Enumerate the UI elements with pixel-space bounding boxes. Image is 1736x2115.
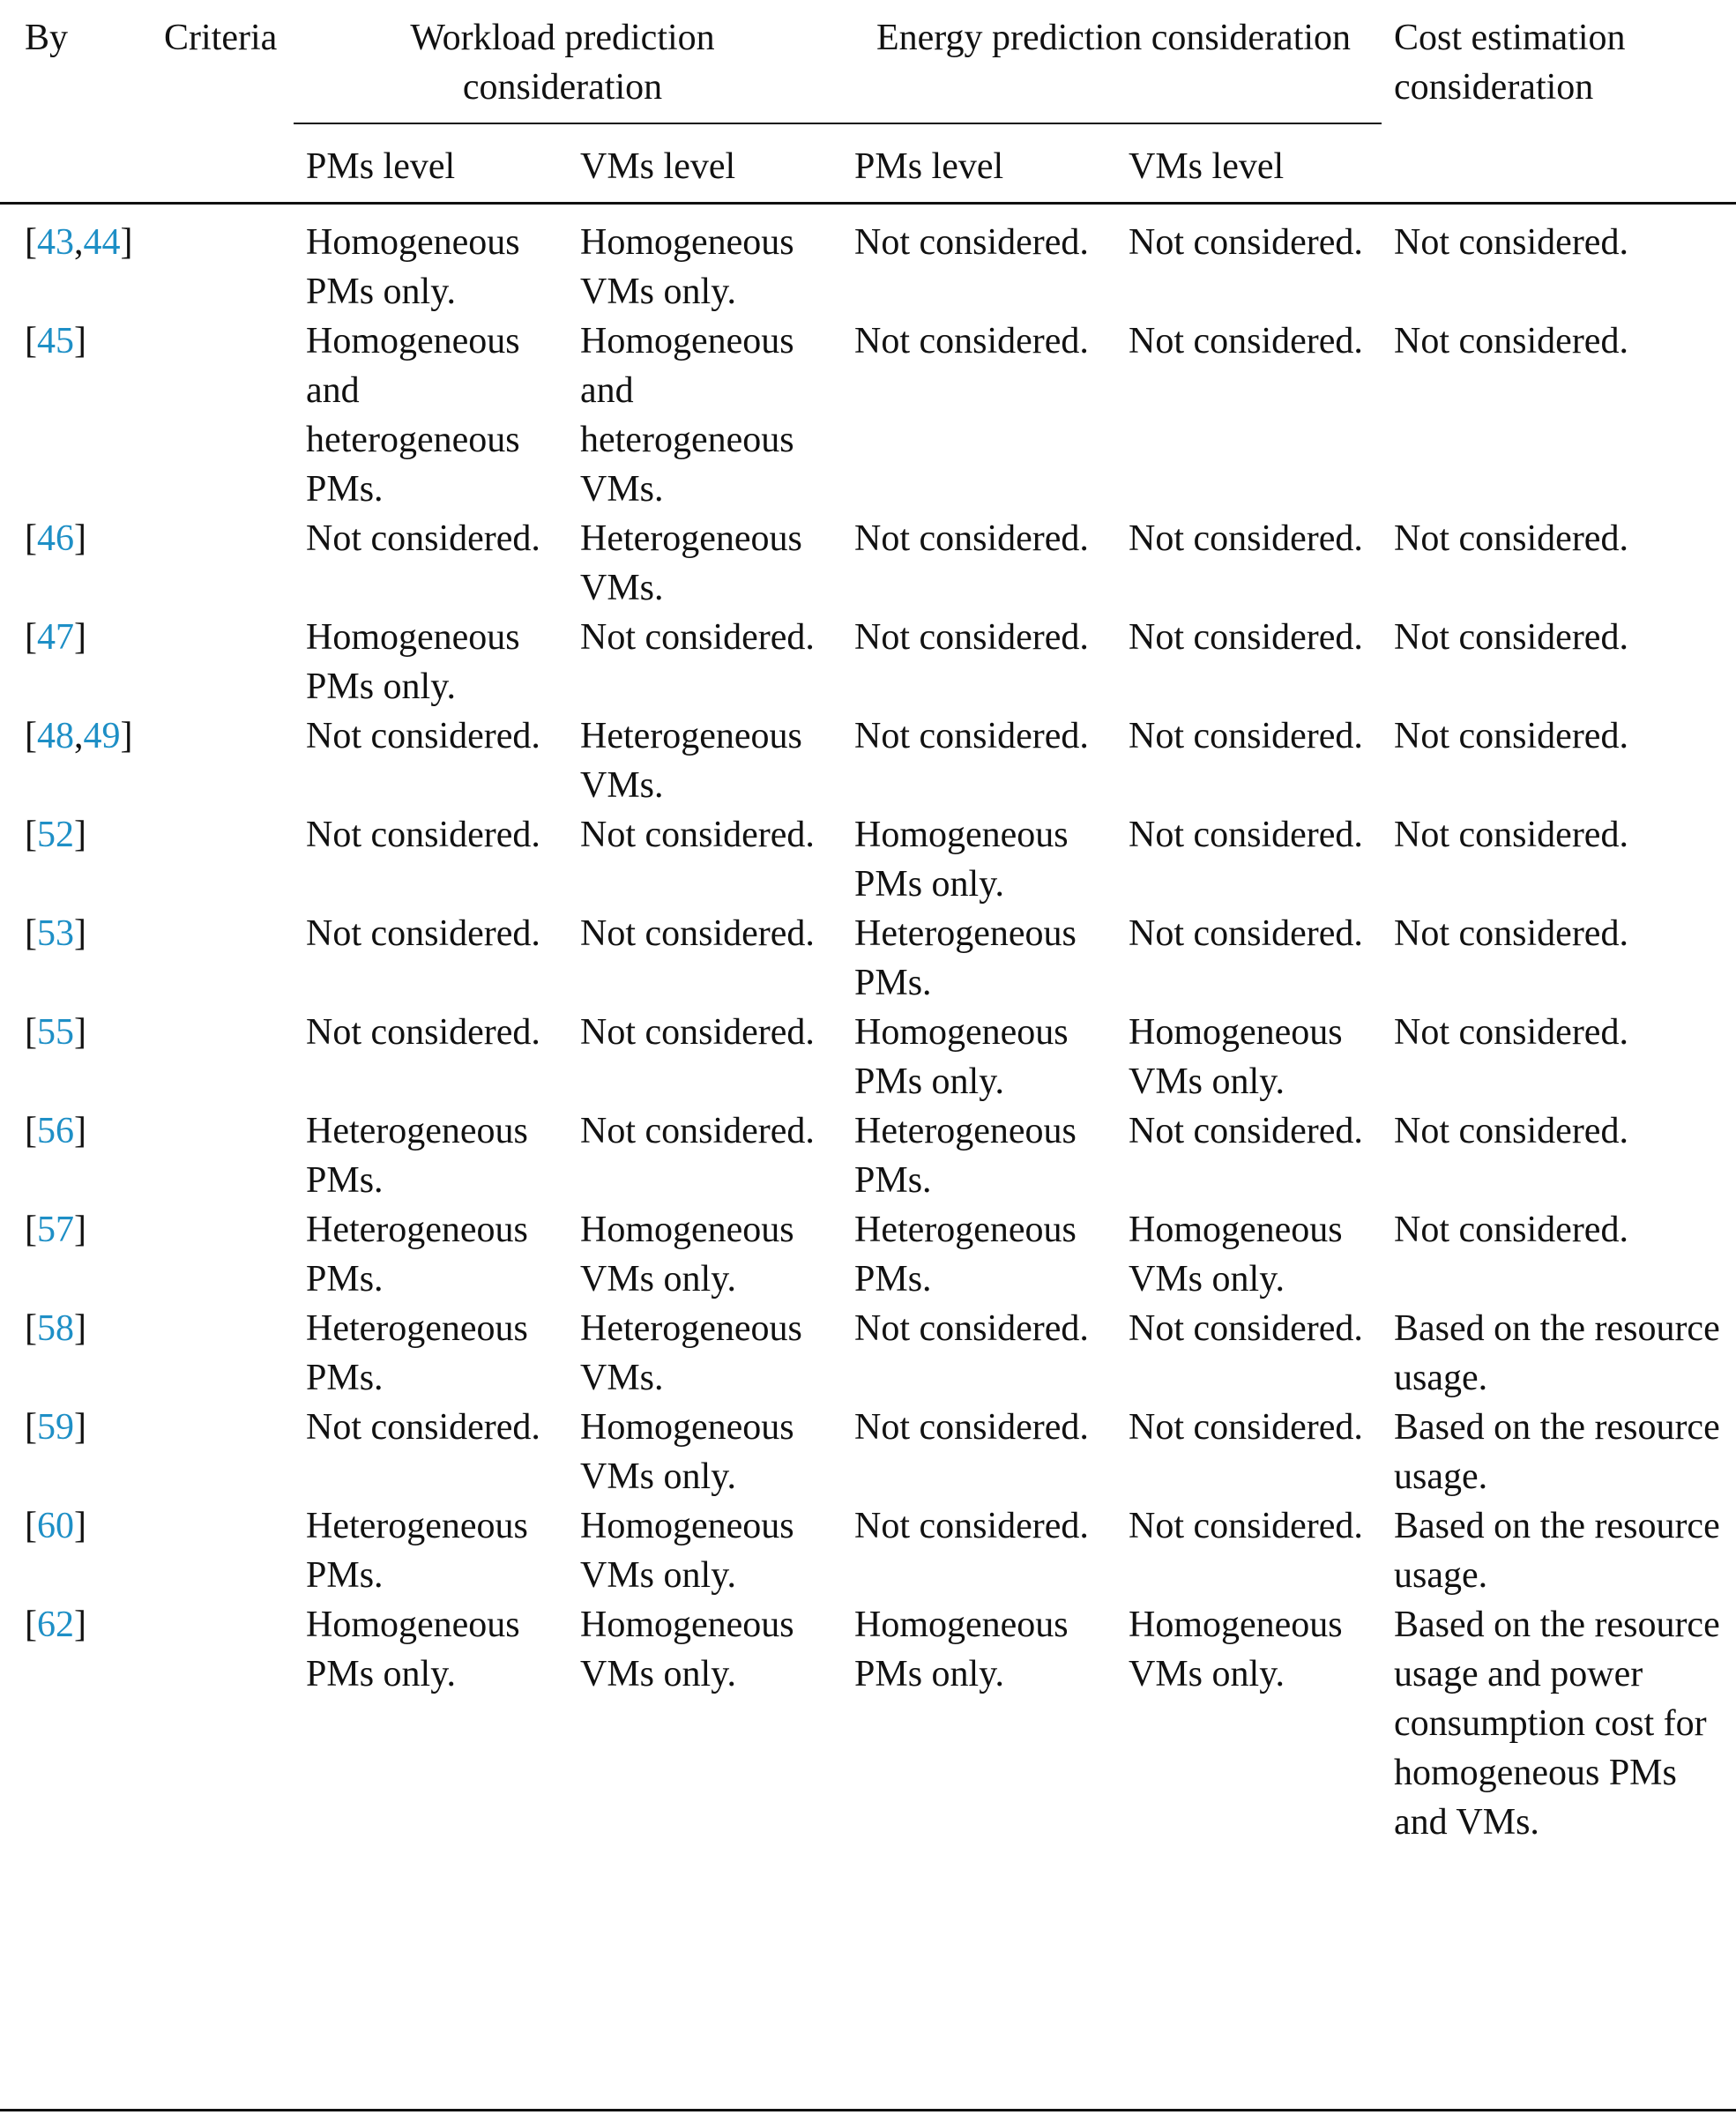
workload-vms-cell: Not considered. — [580, 1012, 815, 1053]
criteria-cell — [150, 514, 294, 613]
energy-pms-cell: Not considered. — [854, 1506, 1089, 1546]
table-row — [0, 317, 1736, 514]
energy-vms-cell: Not considered. — [1129, 913, 1363, 954]
criteria-cell — [150, 810, 294, 909]
header-workload-pms: PMs level — [306, 146, 456, 187]
reference-cell — [0, 317, 150, 514]
criteria-cell — [150, 204, 294, 317]
workload-pms-cell: Heterogeneous PMs. — [306, 1506, 528, 1596]
workload-pms-cell: Not considered. — [306, 518, 540, 559]
energy-pms-cell: Homogeneous PMs only. — [854, 815, 1069, 905]
criteria-cell — [150, 1106, 294, 1205]
bracket-close: ] — [74, 815, 86, 855]
workload-pms-cell: Heterogeneous PMs. — [306, 1111, 528, 1201]
reference-cell — [0, 909, 150, 1008]
bracket-close: ] — [74, 321, 86, 361]
workload-pms-cell: Heterogeneous PMs. — [306, 1210, 528, 1300]
workload-pms-cell: Homogeneous PMs only. — [306, 617, 520, 707]
table-row — [0, 909, 1736, 1008]
criteria-cell — [150, 1403, 294, 1501]
reference-link[interactable]: 46 — [37, 518, 74, 559]
energy-vms-cell: Not considered. — [1129, 321, 1363, 361]
bracket-close: ] — [74, 1210, 86, 1250]
header-criteria: Criteria — [164, 18, 278, 58]
energy-vms-cell: Not considered. — [1129, 815, 1363, 855]
energy-vms-cell: Not considered. — [1116, 204, 1382, 317]
reference-link[interactable]: 60 — [37, 1506, 74, 1546]
cost-cell: Not considered. — [1394, 321, 1628, 361]
cost-cell: Not considered. — [1394, 913, 1628, 954]
bracket-close: ] — [74, 1012, 86, 1053]
cost-cell: Based on the resource usage. — [1394, 1407, 1720, 1497]
bracket-open: [ — [25, 1308, 37, 1349]
energy-vms-cell: Not considered. — [1129, 1407, 1363, 1448]
bracket-open: [ — [25, 1506, 37, 1546]
reference-cell — [0, 1106, 150, 1205]
table-row — [0, 1600, 1736, 1861]
reference-link[interactable]: 56 — [37, 1111, 74, 1151]
workload-vms-cell: Homogeneous and heterogeneous VMs. — [580, 321, 794, 510]
reference-link[interactable]: 58 — [37, 1308, 74, 1349]
header-by: By — [25, 18, 69, 58]
workload-vms-cell: Heterogeneous VMs. — [580, 518, 802, 608]
criteria-cell — [150, 1008, 294, 1106]
header-energy-pms: PMs level — [854, 146, 1004, 187]
energy-pms-cell: Not considered. — [854, 617, 1089, 658]
table-row — [0, 1304, 1736, 1403]
reference-link[interactable]: 47 — [37, 617, 74, 658]
table-row — [0, 1106, 1736, 1205]
energy-pms-cell: Homogeneous PMs only. — [854, 1012, 1069, 1102]
energy-pms-cell: Not considered. — [854, 716, 1089, 756]
energy-pms-cell: Not considered. — [854, 321, 1089, 361]
energy-pms-cell: Heterogeneous PMs. — [854, 913, 1077, 1003]
reference-cell — [0, 1008, 150, 1106]
cost-cell: Not considered. — [1394, 1210, 1628, 1250]
workload-vms-cell: Homogeneous VMs only. — [568, 204, 842, 317]
workload-pms-cell: Homogeneous and heterogeneous PMs. — [306, 321, 520, 510]
bracket-close: ] — [74, 913, 86, 954]
bracket-open: [ — [25, 1210, 37, 1250]
table-row — [0, 1501, 1736, 1600]
cost-cell: Based on the resource usage. — [1394, 1506, 1720, 1596]
criteria-cell — [150, 1205, 294, 1304]
energy-pms-cell: Not considered. — [854, 518, 1089, 559]
bracket-open: [ — [25, 321, 37, 361]
energy-pms-cell: Not considered. — [854, 1407, 1089, 1448]
criteria-cell — [150, 1501, 294, 1600]
criteria-cell — [150, 1304, 294, 1403]
reference-cell — [0, 1403, 150, 1501]
reference-separator: , — [74, 222, 84, 263]
workload-vms-cell: Heterogeneous VMs. — [580, 1308, 802, 1398]
bracket-close: ] — [74, 1111, 86, 1151]
table-row — [0, 204, 1736, 317]
header-workload-vms: VMs level — [580, 146, 736, 187]
reference-link[interactable]: 57 — [37, 1210, 74, 1250]
cost-cell: Based on the resource usage. — [1394, 1308, 1720, 1398]
reference-cell — [0, 204, 150, 317]
workload-pms-cell: Not considered. — [306, 815, 540, 855]
workload-vms-cell: Heterogeneous VMs. — [580, 716, 802, 806]
reference-cell — [0, 711, 150, 810]
workload-vms-cell: Homogeneous VMs only. — [580, 1407, 794, 1497]
bottom-rule — [0, 2109, 1736, 2111]
reference-link[interactable]: 59 — [37, 1407, 74, 1448]
reference-cell — [0, 613, 150, 711]
workload-vms-cell: Homogeneous VMs only. — [580, 1506, 794, 1596]
bracket-close: ] — [74, 1407, 86, 1448]
energy-vms-cell: Not considered. — [1129, 518, 1363, 559]
energy-pms-cell: Homogeneous PMs only. — [854, 1605, 1069, 1694]
workload-vms-cell: Homogeneous VMs only. — [580, 1605, 794, 1694]
workload-vms-cell: Not considered. — [580, 1111, 815, 1151]
cost-cell: Not considered. — [1394, 815, 1628, 855]
header-cost: Cost estimation consideration — [1394, 18, 1626, 108]
reference-link[interactable]: 43 — [37, 222, 74, 263]
energy-pms-cell: Not considered. — [854, 1308, 1089, 1349]
reference-link[interactable]: 53 — [37, 913, 74, 954]
reference-link[interactable]: 44 — [83, 222, 121, 263]
workload-pms-cell: Not considered. — [306, 913, 540, 954]
table-row — [0, 1205, 1736, 1304]
reference-link[interactable]: 52 — [37, 815, 74, 855]
criteria-cell — [150, 613, 294, 711]
workload-pms-cell: Homogeneous PMs only. — [306, 1605, 520, 1694]
reference-link[interactable]: 62 — [37, 1605, 74, 1645]
energy-vms-cell: Not considered. — [1129, 617, 1363, 658]
criteria-cell — [150, 317, 294, 514]
energy-vms-cell: Homogeneous VMs only. — [1129, 1210, 1343, 1300]
table-row — [0, 514, 1736, 613]
bracket-open: [ — [25, 716, 37, 756]
reference-cell — [0, 1304, 150, 1403]
criteria-cell — [150, 909, 294, 1008]
header-energy-group: Energy prediction consideration — [842, 0, 1382, 123]
bracket-open: [ — [25, 518, 37, 559]
cost-cell: Not considered. — [1394, 617, 1628, 658]
energy-vms-cell: Not considered. — [1129, 1506, 1363, 1546]
reference-cell — [0, 1501, 150, 1600]
cost-cell: Not considered. — [1394, 518, 1628, 559]
reference-cell — [0, 810, 150, 909]
energy-vms-cell: Not considered. — [1129, 716, 1363, 756]
bracket-close: ] — [74, 518, 86, 559]
workload-vms-cell: Not considered. — [580, 617, 815, 658]
table-header — [0, 0, 1736, 204]
bracket-open: [ — [25, 1407, 37, 1448]
table-row — [0, 810, 1736, 909]
workload-vms-cell: Homogeneous VMs only. — [580, 1210, 794, 1300]
bracket-close: ] — [120, 222, 133, 263]
table-row — [0, 1008, 1736, 1106]
reference-link[interactable]: 55 — [37, 1012, 74, 1053]
reference-link[interactable]: 49 — [83, 716, 121, 756]
bracket-close: ] — [74, 617, 86, 658]
cost-cell: Based on the resource usage and power consumption cost for homogeneous PMs and VMs. — [1394, 1605, 1720, 1843]
table-row — [0, 1403, 1736, 1501]
energy-pms-cell: Heterogeneous PMs. — [854, 1111, 1077, 1201]
workload-pms-cell: Heterogeneous PMs. — [306, 1308, 528, 1398]
energy-vms-cell: Homogeneous VMs only. — [1129, 1012, 1343, 1102]
reference-cell — [0, 1600, 150, 1861]
energy-vms-cell: Homogeneous VMs only. — [1129, 1605, 1343, 1694]
workload-vms-cell: Not considered. — [580, 913, 815, 954]
energy-vms-cell: Not considered. — [1129, 1111, 1363, 1151]
bracket-open: [ — [25, 913, 37, 954]
reference-separator: , — [74, 716, 84, 756]
header-workload-group: Workload prediction consideration — [294, 0, 842, 123]
energy-pms-cell: Heterogeneous PMs. — [854, 1210, 1077, 1300]
cost-cell: Not considered. — [1382, 204, 1736, 317]
table-row — [0, 711, 1736, 810]
table-body — [0, 204, 1736, 1862]
cost-cell: Not considered. — [1394, 716, 1628, 756]
energy-vms-cell: Not considered. — [1129, 1308, 1363, 1349]
bracket-open: [ — [25, 222, 37, 263]
bracket-open: [ — [25, 1012, 37, 1053]
reference-link[interactable]: 48 — [37, 716, 74, 756]
cost-cell: Not considered. — [1394, 1111, 1628, 1151]
reference-cell — [0, 514, 150, 613]
workload-pms-cell: Not considered. — [306, 1012, 540, 1053]
criteria-cell — [150, 1600, 294, 1861]
bracket-open: [ — [25, 1605, 37, 1645]
header-energy-vms: VMs level — [1129, 146, 1285, 187]
bracket-close: ] — [74, 1308, 86, 1349]
criteria-cell — [150, 711, 294, 810]
bracket-close: ] — [74, 1605, 86, 1645]
bracket-close: ] — [120, 716, 133, 756]
bracket-open: [ — [25, 1111, 37, 1151]
cost-cell: Not considered. — [1394, 1012, 1628, 1053]
workload-pms-cell: Not considered. — [306, 1407, 540, 1448]
bracket-open: [ — [25, 617, 37, 658]
workload-pms-cell: Not considered. — [306, 716, 540, 756]
workload-vms-cell: Not considered. — [580, 815, 815, 855]
energy-pms-cell: Not considered. — [842, 204, 1116, 317]
reference-link[interactable]: 45 — [37, 321, 74, 361]
bracket-close: ] — [74, 1506, 86, 1546]
table-row — [0, 613, 1736, 711]
workload-pms-cell: Homogeneous PMs only. — [294, 204, 568, 317]
bracket-open: [ — [25, 815, 37, 855]
reference-cell — [0, 1205, 150, 1304]
